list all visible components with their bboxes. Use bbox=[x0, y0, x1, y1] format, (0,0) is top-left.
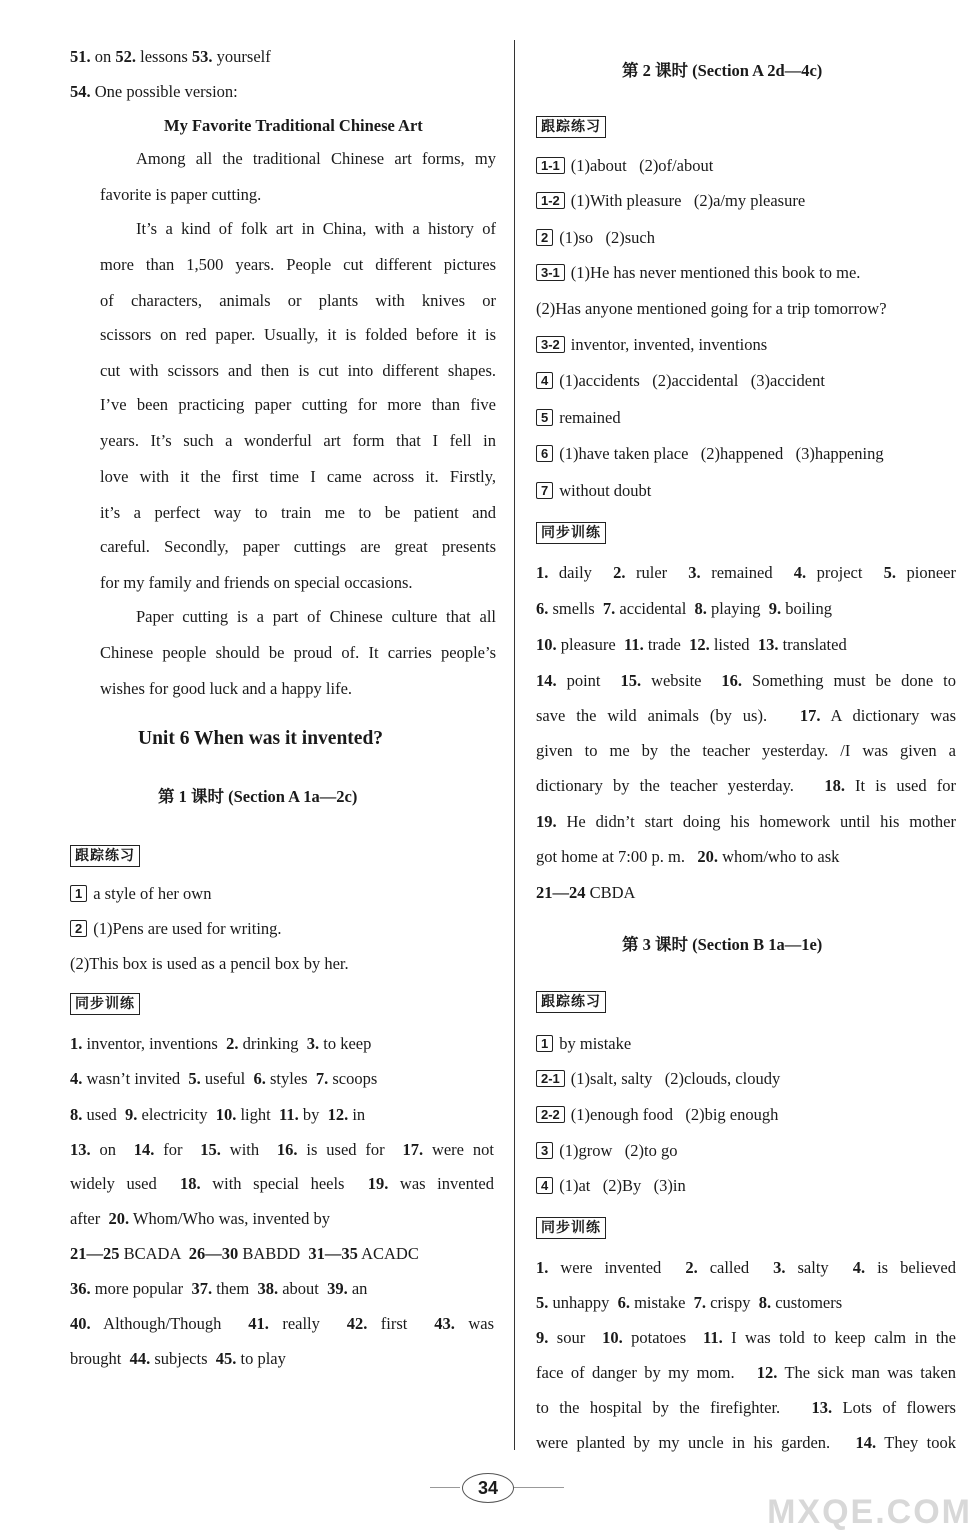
text-line bbox=[70, 1243, 419, 1265]
text-line bbox=[70, 1208, 330, 1230]
answer-text: whom/who to ask bbox=[717, 847, 840, 866]
answer-text: customers bbox=[771, 1293, 843, 1312]
answer-text: mistake bbox=[629, 1293, 694, 1312]
item-number: 5. bbox=[883, 563, 896, 582]
item-number-box: 6 bbox=[536, 445, 553, 462]
item-number-box: 5 bbox=[536, 409, 553, 426]
answer-text: inventor, inventions bbox=[82, 1034, 227, 1053]
item-number-box: 1 bbox=[536, 1035, 553, 1052]
answer-text: is believed bbox=[865, 1258, 956, 1277]
answer-text: website bbox=[641, 671, 722, 690]
text-line bbox=[536, 634, 847, 656]
item-number: 13. bbox=[70, 1140, 91, 1159]
text-line bbox=[536, 811, 956, 833]
item-number: 11. bbox=[702, 1328, 723, 1347]
section-tag-tracking: 跟踪练习 bbox=[536, 991, 606, 1013]
text-line bbox=[536, 1362, 956, 1384]
answer-text: unhappy bbox=[548, 1293, 618, 1312]
item-number: 52. bbox=[115, 47, 136, 66]
item-number-box: 2-2 bbox=[536, 1106, 565, 1123]
answer-text: scoops bbox=[328, 1069, 378, 1088]
text-line bbox=[70, 81, 238, 103]
essay-line: it’s a perfect way to train me to be patient and bbox=[100, 503, 496, 522]
exercise-item bbox=[70, 918, 282, 940]
answer-text: (1)accidents (2)accidental (3)accident bbox=[559, 371, 825, 390]
item-number: 1. bbox=[536, 1258, 549, 1277]
exercise-item bbox=[536, 370, 825, 392]
answer-text: in bbox=[348, 1105, 366, 1124]
item-number: 15. bbox=[200, 1140, 221, 1159]
item-number: 38. bbox=[257, 1279, 279, 1298]
answer-text: face of danger by my mom. bbox=[536, 1363, 757, 1382]
answer-text: Something must be done to bbox=[742, 671, 956, 690]
answer-text: really bbox=[268, 1314, 347, 1333]
item-number: 20. bbox=[108, 1209, 130, 1228]
item-number: 54. bbox=[70, 82, 91, 101]
section-tag-tracking: 跟踪练习 bbox=[536, 116, 606, 138]
answer-text: by bbox=[298, 1105, 328, 1124]
answer-text: salty bbox=[785, 1258, 853, 1277]
item-number: 7. bbox=[315, 1069, 329, 1088]
lesson-heading: 第 1 课时 (Section A 1a—2c) bbox=[158, 787, 358, 806]
answer-text: daily bbox=[548, 563, 614, 582]
item-number: 45. bbox=[215, 1349, 237, 1368]
item-number: 12. bbox=[689, 635, 710, 654]
answer-text: pioneer bbox=[895, 563, 957, 582]
answer-text: a style of her own bbox=[93, 884, 212, 903]
item-number: 2. bbox=[613, 563, 626, 582]
unit-title: Unit 6 When was it invented? bbox=[138, 728, 384, 749]
answer-text: (1)With pleasure (2)a/my pleasure bbox=[570, 191, 806, 210]
answer-text: without doubt bbox=[559, 481, 652, 500]
item-number: 8. bbox=[70, 1105, 83, 1124]
exercise-item bbox=[536, 407, 621, 429]
exercise-item bbox=[536, 334, 767, 356]
answer-text: Lots of flowers bbox=[832, 1398, 956, 1417]
answer-text: (1)enough food (2)big enough bbox=[570, 1105, 779, 1124]
item-number: 8. bbox=[758, 1293, 772, 1312]
item-number-box: 2 bbox=[70, 920, 87, 937]
item-number: 6. bbox=[536, 599, 549, 618]
item-number: 10. bbox=[215, 1105, 237, 1124]
answer-text: after bbox=[70, 1209, 109, 1228]
answer-text: translated bbox=[778, 635, 847, 654]
answer-text: project bbox=[806, 563, 884, 582]
essay-line: Chinese people should be proud of. It carries people’s bbox=[100, 643, 496, 662]
item-number: 14. bbox=[133, 1140, 155, 1159]
answer-text: used bbox=[82, 1105, 125, 1124]
essay-line: careful. Secondly, paper cuttings are great presents bbox=[100, 537, 496, 556]
item-number: 31—35 bbox=[308, 1244, 358, 1263]
essay-line: wishes for good luck and a happy life. bbox=[100, 679, 353, 698]
item-number: 7. bbox=[602, 599, 616, 618]
item-number: 5. bbox=[188, 1069, 201, 1088]
answer-text: (1)grow (2)to go bbox=[559, 1141, 678, 1160]
item-number: 10. bbox=[536, 635, 557, 654]
answer-text: about bbox=[278, 1279, 328, 1298]
answer-text: (1)about (2)of/about bbox=[570, 156, 714, 175]
item-number-box: 4 bbox=[536, 372, 553, 389]
text-line bbox=[70, 1173, 494, 1195]
exercise-item bbox=[536, 1140, 677, 1162]
answer-text: with special heels bbox=[200, 1174, 368, 1193]
item-number: 1. bbox=[536, 563, 549, 582]
item-number: 21—24 bbox=[536, 883, 586, 902]
page-number: 34 bbox=[462, 1473, 514, 1503]
item-number-box: 1 bbox=[70, 885, 87, 902]
answer-text: pleasure bbox=[556, 635, 624, 654]
item-number: 19. bbox=[536, 812, 557, 831]
item-number: 19. bbox=[367, 1174, 389, 1193]
text-line bbox=[70, 1278, 367, 1300]
item-number: 12. bbox=[327, 1105, 349, 1124]
item-number: 44. bbox=[129, 1349, 151, 1368]
item-number: 4. bbox=[70, 1069, 83, 1088]
item-number: 26—30 bbox=[188, 1244, 239, 1263]
answer-text: called bbox=[697, 1258, 774, 1277]
answer-text: them bbox=[212, 1279, 258, 1298]
item-number: 3. bbox=[773, 1258, 786, 1277]
answer-text: drinking bbox=[238, 1034, 307, 1053]
answer-text: to play bbox=[236, 1349, 286, 1368]
item-number: 7. bbox=[693, 1293, 707, 1312]
item-number: 14. bbox=[536, 671, 557, 690]
text-line bbox=[70, 1313, 494, 1335]
section-tag-sync: 同步训练 bbox=[536, 522, 606, 544]
answer-text: I was told to keep calm in the bbox=[722, 1328, 956, 1347]
item-number: 42. bbox=[346, 1314, 368, 1333]
essay-line: for my family and friends on special occasions. bbox=[100, 573, 413, 592]
answer-text: accidental bbox=[615, 599, 695, 618]
answer-text: by mistake bbox=[559, 1034, 632, 1053]
answer-text: It is used for bbox=[844, 776, 956, 795]
item-number: 11. bbox=[278, 1105, 299, 1124]
answer-text: They took bbox=[876, 1433, 956, 1452]
footer-rule-right bbox=[514, 1487, 564, 1488]
answer-text: CBDA bbox=[585, 883, 636, 902]
answer-text: remained bbox=[559, 408, 621, 427]
text-line bbox=[70, 1139, 494, 1161]
answer-text: dictionary by the teacher yesterday. bbox=[536, 776, 825, 795]
item-number: 15. bbox=[620, 671, 642, 690]
watermark: MXQE.COM bbox=[767, 1493, 972, 1531]
answer-text: (2)Has anyone mentioned going for a trip tomorrow? bbox=[536, 299, 887, 318]
item-number: 40. bbox=[70, 1314, 91, 1333]
answer-text: (1)at (2)By (3)in bbox=[559, 1176, 686, 1195]
answer-text: boiling bbox=[781, 599, 833, 618]
text-line bbox=[70, 1033, 371, 1055]
item-number: 4. bbox=[793, 563, 807, 582]
text-line bbox=[536, 670, 956, 692]
section-tag-tracking: 跟踪练习 bbox=[70, 845, 140, 867]
essay-line: cut with scissors and then is cut into different shapes. bbox=[100, 361, 496, 380]
answer-text: A dictionary was bbox=[820, 706, 956, 725]
exercise-item bbox=[536, 262, 860, 284]
item-number: 17. bbox=[402, 1140, 424, 1159]
item-number-box: 7 bbox=[536, 482, 553, 499]
answer-text: useful bbox=[200, 1069, 254, 1088]
answer-text: lessons bbox=[136, 47, 192, 66]
answer-text: One possible version: bbox=[90, 82, 238, 101]
essay-line: It’s a kind of folk art in China, with a history of bbox=[136, 219, 496, 238]
answer-text: wasn’t invited bbox=[82, 1069, 189, 1088]
answer-text: BCADA bbox=[119, 1244, 189, 1263]
answer-text: on bbox=[90, 1140, 134, 1159]
answer-text: to keep bbox=[319, 1034, 372, 1053]
answer-text: (1)salt, salty (2)clouds, cloudy bbox=[570, 1069, 781, 1088]
section-tag-sync: 同步训练 bbox=[70, 993, 140, 1015]
item-number: 2. bbox=[226, 1034, 239, 1053]
item-number-box: 3 bbox=[536, 1142, 553, 1159]
section-tag-sync: 同步训练 bbox=[536, 1217, 606, 1239]
text-line bbox=[536, 1432, 956, 1454]
essay-line: scissors on red paper. Usually, it is folded before it is bbox=[100, 325, 496, 344]
answer-text: point bbox=[556, 671, 621, 690]
answer-text: remained bbox=[700, 563, 794, 582]
item-number: 20. bbox=[697, 847, 718, 866]
text-line bbox=[536, 1257, 956, 1279]
text-line bbox=[536, 1327, 956, 1349]
text-line bbox=[536, 1292, 842, 1314]
answer-text: listed bbox=[709, 635, 758, 654]
item-number: 53. bbox=[191, 47, 213, 66]
answer-text: got home at 7:00 p. m. bbox=[536, 847, 698, 866]
item-number-box: 1-2 bbox=[536, 192, 565, 209]
exercise-item bbox=[536, 227, 655, 249]
exercise-item bbox=[536, 1033, 631, 1055]
item-number: 12. bbox=[756, 1363, 778, 1382]
essay-line: love with it the first time I came across it. Firstly, bbox=[100, 467, 496, 486]
item-number: 14. bbox=[855, 1433, 877, 1452]
answer-text: (1)have taken place (2)happened (3)happening bbox=[559, 444, 884, 463]
item-number: 5. bbox=[536, 1293, 549, 1312]
answer-text: save the wild animals (by us). bbox=[536, 706, 800, 725]
answer-text: He didn’t start doing his homework until his mother bbox=[556, 812, 956, 831]
answer-text: Whom/Who was, invented by bbox=[129, 1209, 330, 1228]
item-number: 3. bbox=[306, 1034, 320, 1053]
item-number: 21—25 bbox=[70, 1244, 120, 1263]
answer-text: potatoes bbox=[622, 1328, 703, 1347]
column-divider bbox=[514, 40, 515, 1450]
item-number: 13. bbox=[757, 635, 779, 654]
item-number: 18. bbox=[824, 776, 845, 795]
item-number: 6. bbox=[253, 1069, 266, 1088]
answer-text: ruler bbox=[625, 563, 689, 582]
item-number: 36. bbox=[70, 1279, 91, 1298]
answer-text: inventor, invented, inventions bbox=[570, 335, 768, 354]
exercise-item bbox=[536, 1068, 780, 1090]
item-number: 37. bbox=[191, 1279, 213, 1298]
text-line bbox=[536, 775, 956, 797]
answer-text: on bbox=[90, 47, 116, 66]
footer-rule-left bbox=[430, 1487, 460, 1488]
answer-text: to the hospital by the firefighter. bbox=[536, 1398, 812, 1417]
answer-text: ACADC bbox=[357, 1244, 419, 1263]
answer-text: is used for bbox=[297, 1140, 403, 1159]
answer-text: trade bbox=[643, 635, 690, 654]
item-number: 11. bbox=[623, 635, 644, 654]
item-number: 2. bbox=[685, 1258, 698, 1277]
exercise-item bbox=[536, 443, 884, 465]
item-number: 43. bbox=[434, 1314, 455, 1333]
text-line bbox=[70, 46, 271, 68]
answer-text: electricity bbox=[137, 1105, 216, 1124]
exercise-item bbox=[536, 298, 887, 320]
text-line: (2)This box is used as a pencil box by her. bbox=[70, 954, 349, 973]
answer-text: given to me by the teacher yesterday. /I was given a bbox=[536, 741, 956, 760]
answer-text: were invented bbox=[548, 1258, 686, 1277]
answer-text: subjects bbox=[150, 1349, 216, 1368]
item-number-box: 4 bbox=[536, 1177, 553, 1194]
essay-line: of characters, animals or plants with knives or bbox=[100, 291, 496, 310]
answer-text: first bbox=[367, 1314, 435, 1333]
essay-line: years. It’s such a wonderful art form that I fell in bbox=[100, 431, 496, 450]
item-number: 41. bbox=[248, 1314, 269, 1333]
item-number: 18. bbox=[179, 1174, 201, 1193]
exercise-item bbox=[536, 1104, 778, 1126]
answer-text: smells bbox=[548, 599, 603, 618]
item-number: 8. bbox=[694, 599, 707, 618]
answer-text: for bbox=[154, 1140, 201, 1159]
text-line bbox=[536, 740, 956, 762]
answer-text: were planted by my uncle in his garden. bbox=[536, 1433, 856, 1452]
essay-line: Paper cutting is a part of Chinese culture that all bbox=[136, 607, 496, 626]
item-number: 6. bbox=[617, 1293, 630, 1312]
item-number: 9. bbox=[536, 1328, 549, 1347]
item-number-box: 2 bbox=[536, 229, 553, 246]
item-number: 16. bbox=[721, 671, 743, 690]
item-number-box: 3-2 bbox=[536, 336, 565, 353]
lesson-heading: 第 2 课时 (Section A 2d—4c) bbox=[622, 61, 823, 80]
answer-text: BABDD bbox=[238, 1244, 309, 1263]
answer-text: light bbox=[236, 1105, 279, 1124]
answer-text: yourself bbox=[212, 47, 271, 66]
answer-text: playing bbox=[706, 599, 769, 618]
text-line bbox=[70, 1348, 286, 1370]
text-line bbox=[536, 598, 832, 620]
lesson-heading: 第 3 课时 (Section B 1a—1e) bbox=[622, 935, 823, 954]
answer-text: more popular bbox=[90, 1279, 192, 1298]
essay-line: favorite is paper cutting. bbox=[100, 185, 262, 204]
item-number-box: 1-1 bbox=[536, 157, 565, 174]
item-number: 39. bbox=[327, 1279, 348, 1298]
text-line bbox=[536, 562, 956, 584]
answer-text: styles bbox=[265, 1069, 316, 1088]
answer-text: Although/Though bbox=[90, 1314, 249, 1333]
answer-text: sour bbox=[548, 1328, 603, 1347]
item-number: 9. bbox=[125, 1105, 138, 1124]
item-number-box: 3-1 bbox=[536, 264, 565, 281]
item-number: 3. bbox=[688, 563, 701, 582]
text-line bbox=[536, 1397, 956, 1419]
text-line bbox=[70, 1068, 377, 1090]
exercise-item bbox=[536, 1175, 686, 1197]
item-number: 13. bbox=[811, 1398, 833, 1417]
essay-line: Among all the traditional Chinese art forms, my bbox=[136, 149, 496, 168]
text-line bbox=[70, 1104, 365, 1126]
answer-text: with bbox=[220, 1140, 277, 1159]
exercise-item bbox=[536, 155, 713, 177]
essay-title: My Favorite Traditional Chinese Art bbox=[164, 116, 423, 135]
answer-text: an bbox=[347, 1279, 368, 1298]
text-line bbox=[536, 705, 956, 727]
item-number: 10. bbox=[602, 1328, 623, 1347]
item-number: 17. bbox=[799, 706, 821, 725]
text-line bbox=[536, 846, 839, 868]
answer-text: (1)Pens are used for writing. bbox=[93, 919, 282, 938]
answer-text: (1)He has never mentioned this book to me. bbox=[570, 263, 861, 282]
item-number: 9. bbox=[768, 599, 782, 618]
item-number: 1. bbox=[70, 1034, 83, 1053]
text-line bbox=[536, 882, 635, 904]
answer-text: (1)so (2)such bbox=[559, 228, 656, 247]
exercise-item bbox=[536, 480, 651, 502]
item-number-box: 2-1 bbox=[536, 1070, 565, 1087]
item-number: 4. bbox=[852, 1258, 866, 1277]
answer-text: were not bbox=[423, 1140, 494, 1159]
exercise-item bbox=[536, 190, 805, 212]
answer-text: widely used bbox=[70, 1174, 180, 1193]
answer-text: The sick man was taken bbox=[777, 1363, 956, 1382]
essay-line: more than 1,500 years. People cut different pictures bbox=[100, 255, 496, 274]
answer-text: was invented bbox=[388, 1174, 495, 1193]
essay-line: I’ve been practicing paper cutting for more than five bbox=[100, 395, 496, 414]
exercise-item bbox=[70, 883, 211, 905]
answer-text: crispy bbox=[706, 1293, 759, 1312]
item-number: 16. bbox=[276, 1140, 298, 1159]
item-number: 51. bbox=[70, 47, 91, 66]
answer-text: was bbox=[454, 1314, 494, 1333]
answer-text: brought bbox=[70, 1349, 130, 1368]
